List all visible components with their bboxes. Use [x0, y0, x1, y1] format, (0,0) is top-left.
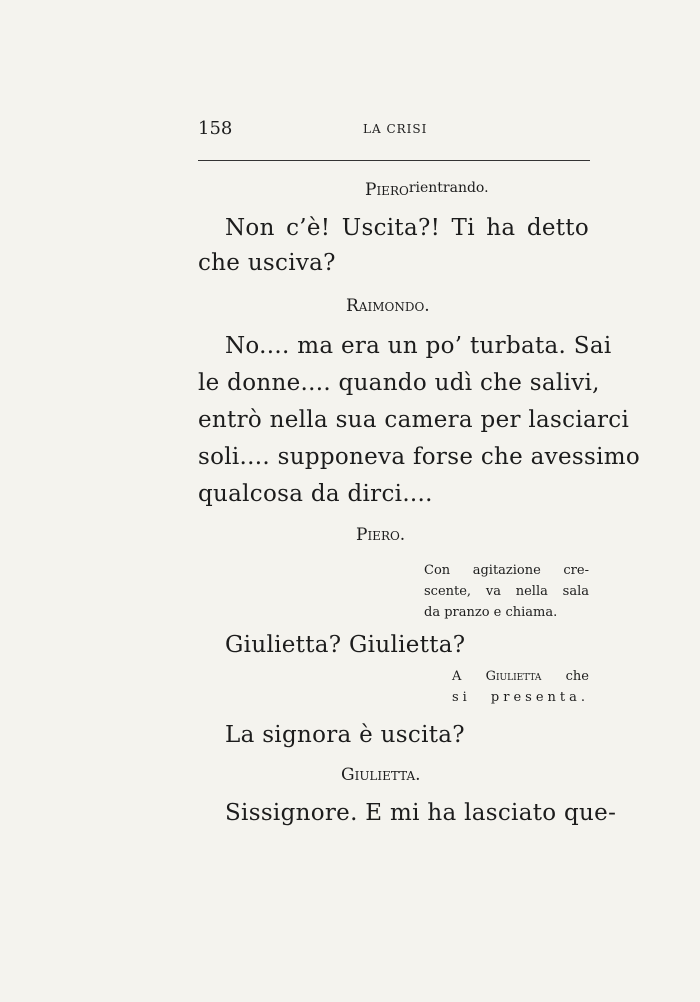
speaker-piero-entering: [365, 180, 489, 200]
direction-rest: che: [565, 669, 589, 684]
speaker-name: Raimondo.: [346, 296, 430, 316]
page-header: [198, 118, 590, 148]
speech-line: Giulietta? Giulietta?: [225, 632, 466, 658]
speaker-piero: [356, 525, 405, 545]
speech-line-text: No.... ma era un po’ turbata. Sai: [225, 333, 612, 359]
speaker-giulietta: [341, 765, 421, 785]
stage-direction: [452, 666, 589, 708]
speaker-name: Piero.: [356, 525, 406, 545]
speaker-raimondo: [346, 296, 430, 316]
speech-line: La signora è uscita?: [225, 722, 465, 748]
speech-line: [198, 444, 641, 470]
stage-direction-line: scente, va nella sala: [424, 584, 589, 599]
header-rule: [198, 160, 590, 161]
speech-line-text: entrò nella sua camera per lasciarci: [198, 407, 630, 433]
stage-direction-line: da pranzo e chiama.: [424, 605, 558, 620]
speech-line: [225, 800, 617, 826]
speech-line-text: le donne.... quando udì che salivi,: [198, 370, 600, 396]
stage-direction-line: Con agitazione cre-: [424, 563, 589, 578]
speech-line-text: Non c’è! Uscita?! Ti ha detto: [225, 215, 589, 241]
speech-line: che usciva?: [198, 250, 336, 276]
page-number: 158: [198, 118, 233, 139]
direction-prefix: A: [452, 669, 462, 684]
speaker-name: Giulietta.: [341, 765, 421, 785]
stage-direction: [424, 560, 589, 623]
speech-line-text: Sissignore. E mi ha lasciato que-: [225, 800, 617, 826]
speech-line: [225, 215, 589, 241]
stage-direction-line: [452, 666, 589, 687]
direction-name: Giulietta: [485, 669, 542, 684]
speech-line-text: soli.... supponeva forse che avessimo: [198, 444, 641, 470]
speech-line: qualcosa da dirci....: [198, 481, 433, 507]
speech-line: [198, 370, 600, 396]
running-title: LA CRISI: [363, 122, 428, 136]
speech-line: [198, 407, 630, 433]
speech-line: [225, 333, 612, 359]
stage-direction-line: si presenta.: [452, 690, 589, 705]
speaker-name: Piero: [365, 180, 409, 200]
speaker-direction: rientrando.: [408, 180, 489, 196]
